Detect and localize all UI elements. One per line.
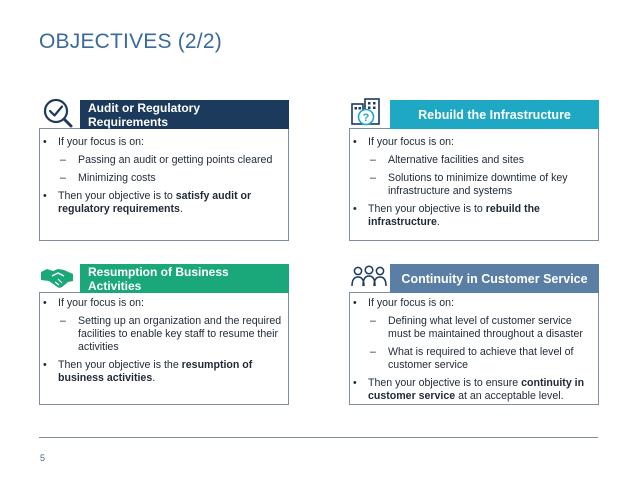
page-number: 5 (40, 453, 46, 463)
audit-bullets (40, 136, 285, 221)
bullet: • If your focus is on: (40, 136, 285, 149)
handshake-icon (40, 262, 74, 292)
footer-divider (39, 437, 598, 438)
bullet: • Then your objective is to satisfy audit or regulatory requirements. (40, 190, 285, 216)
bullet: • Then your objective is to rebuild the infrastructure. (350, 203, 595, 229)
sub-bullet: – Minimizing costs (40, 172, 285, 185)
continuity-panel-header: Continuity in Customer Service (390, 264, 599, 293)
rebuild-bullets (350, 136, 595, 234)
sub-bullet: – Defining what level of customer service must be maintained throughout a disaster (350, 315, 595, 341)
slide-title: OBJECTIVES (2/2) (39, 30, 222, 53)
svg-text:?: ? (362, 112, 370, 124)
sub-bullet: – Alternative facilities and sites (350, 154, 595, 167)
bullet: • Then your objective is the resumption of business activities. (40, 359, 285, 385)
sub-bullet: – What is required to achieve that level of customer service (350, 346, 595, 372)
bullet: • If your focus is on: (350, 297, 595, 310)
continuity-bullets (350, 297, 595, 408)
audit-panel-header: Audit or Regulatory Requirements (80, 100, 289, 129)
sub-bullet: – Setting up an organization and the required facilities to enable key staff to resume their activities (40, 315, 285, 354)
people-group-icon (350, 264, 388, 290)
checklist-magnifier-icon (40, 96, 74, 130)
resumption-panel-header: Resumption of Business Activities (80, 264, 289, 293)
bullet: • If your focus is on: (40, 297, 285, 310)
bullet: • If your focus is on: (350, 136, 595, 149)
buildings-question-icon (350, 96, 384, 130)
resumption-bullets (40, 297, 285, 390)
sub-bullet: – Solutions to minimize downtime of key infrastructure and systems (350, 172, 595, 198)
sub-bullet: – Passing an audit or getting points cleared (40, 154, 285, 167)
bullet: • Then your objective is to ensure continuity in customer service at an acceptable level. (350, 377, 595, 403)
rebuild-panel-header: Rebuild the Infrastructure (390, 100, 599, 129)
